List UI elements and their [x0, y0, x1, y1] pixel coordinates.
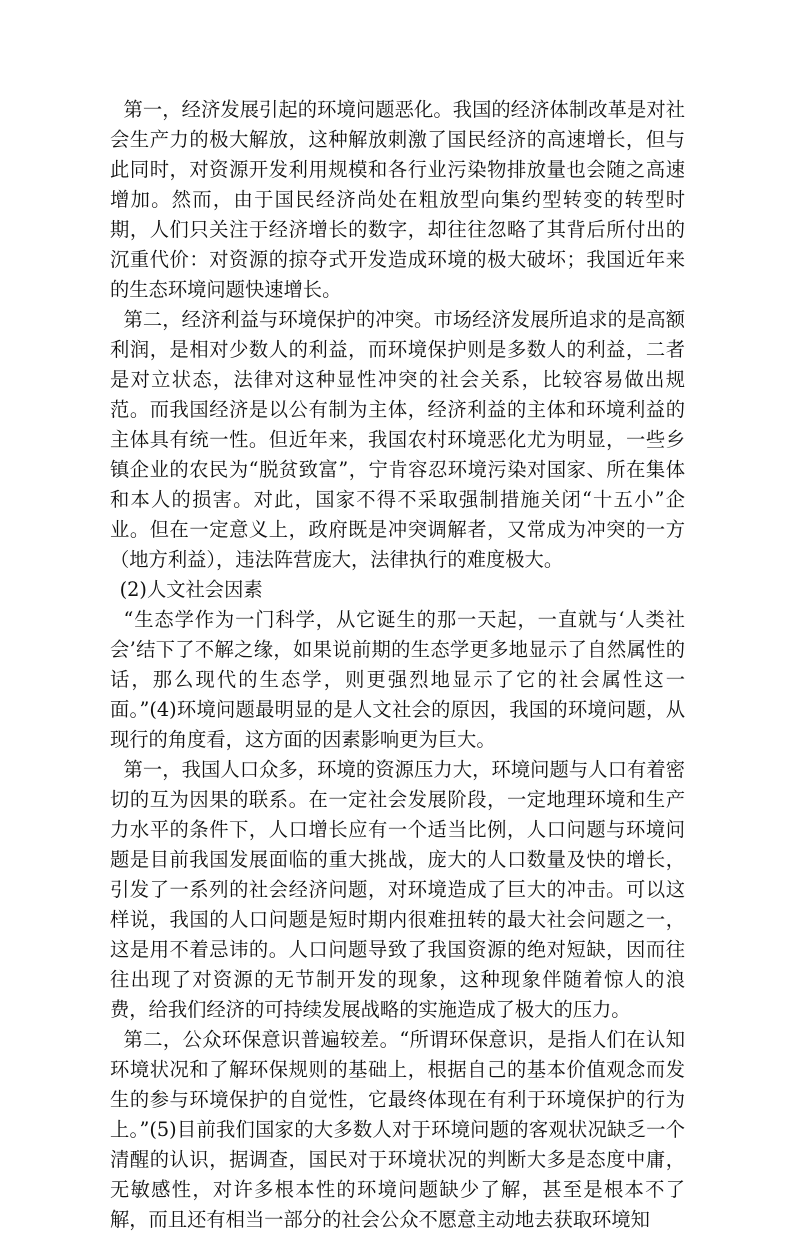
paragraph-population: 第一，我国人口众多，环境的资源压力大，环境问题与人口有着密切的互为因果的联系。在一定社会发展阶段，一定地理环境和生产力水平的条件下，人口增长应有一个适当比例，人口问题与环境问题是目前我国发展面临的重大挑战，庞大的人口数量及快的增长，引发了一系列的社会经济问题，对环境造成了巨大的冲击。可以这样说，我国的人口问题是短时期内很难扭转的最大社会问题之一，这是用不着忌讳的。人口问题导致了我国资源的绝对短缺，因而往往出现了对资源的无节制开发的现象，这种现象伴随着惊人的浪费，给我们经济的可持续发展战略的实施造成了极大的压力。	[110, 758, 685, 1021]
body-text	[110, 95, 685, 1235]
paragraph-economic-development: 第一，经济发展引起的环境问题恶化。我国的经济体制改革是对社会生产力的极大解放，这种解放刺激了国民经济的高速增长，但与此同时，对资源开发利用规模和各行业污染物排放量也会随之高速增加。然而，由于国民经济尚处在粗放型向集约型转变的转型时期，人们只关注于经济增长的数字，却往往忽略了其背后所付出的沉重代价：对资源的掠夺式开发造成环境的极大破坏；我国近年来的生态环境问题快速增长。	[110, 98, 685, 301]
section-heading-humanities-factors: (2)人文社会因素	[119, 578, 263, 601]
paragraph-ecology-quote: “生态学作为一门科学，从它诞生的那一天起，一直就与‘人类社会’结下了不解之缘，如果说前期的生态学更多地显示了自然属性的话，那么现代的生态学，则更强烈地显示了它的社会属性这一面。”(4)环境问题最明显的是人文社会的原因，我国的环境问题，从现行的角度看，这方面的因素影响更为巨大。	[110, 608, 685, 751]
paragraph-economic-interest-conflict: 第二，经济利益与环境保护的冲突。市场经济发展所追求的是高额利润，是相对少数人的利益，而环境保护则是多数人的利益，二者是对立状态，法律对这种显性冲突的社会关系，比较容易做出规范。而我国经济是以公有制为主体，经济利益的主体和环境利益的主体具有统一性。但近年来，我国农村环境恶化尤为明显，一些乡镇企业的农民为“脱贫致富”，宁肯容忍环境污染对国家、所在集体和本人的损害。对此，国家不得不采取强制措施关闭“十五小”企业。但在一定意义上，政府既是冲突调解者，又常成为冲突的一方（地方利益），违法阵营庞大，法律执行的难度极大。	[110, 308, 685, 571]
paragraph-public-awareness: 第二，公众环保意识普遍较差。“所谓环保意识，是指人们在认知环境状况和了解环保规则的基础上，根据自己的基本价值观念而发生的参与环境保护的自觉性，它最终体现在有利于环境保护的行为上。”(5)目前我们国家的大多数人对于环境问题的客观状况缺乏一个清醒的认识，据调查，国民对于环境状况的判断大多是态度中庸，无敏感性，对许多根本性的环境问题缺少了解，甚至是根本不了解，而且还有相当一部分的社会公众不愿意主动地去获取环境知	[110, 1028, 685, 1231]
